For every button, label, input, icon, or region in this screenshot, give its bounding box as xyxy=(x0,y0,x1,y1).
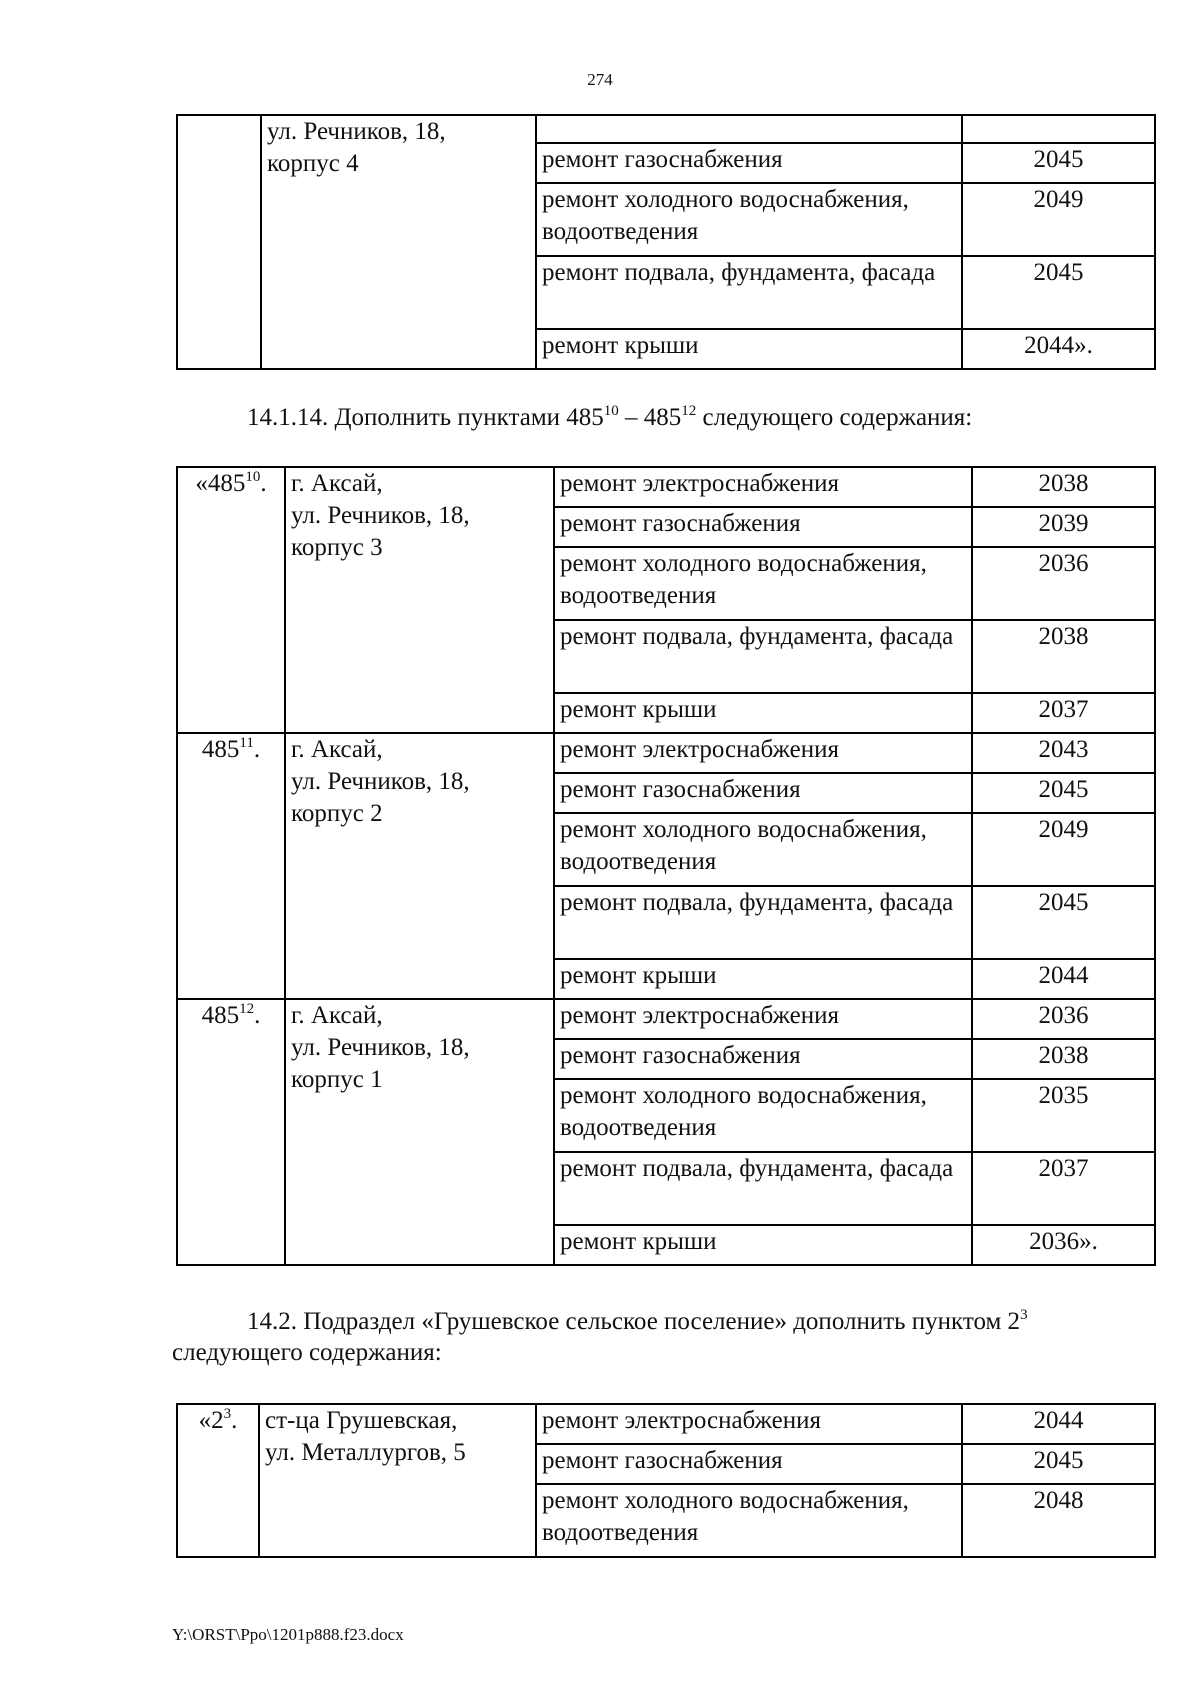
year-cell: 2038 xyxy=(972,467,1155,507)
address-cell xyxy=(285,999,554,1265)
superscript: 12 xyxy=(681,402,697,419)
item-number-suffix: . xyxy=(253,736,261,763)
work-cell: ремонт электроснабжения xyxy=(554,467,972,507)
work-cell: ремонт газоснабжения xyxy=(536,143,962,183)
item-number-cell xyxy=(177,467,285,733)
work-cell: ремонт холодного водоснабжения, водоотведения xyxy=(554,1079,972,1152)
work-cell: ремонт подвала, фундамента, фасада xyxy=(554,886,972,959)
work-cell: ремонт газоснабжения xyxy=(554,507,972,547)
work-cell: ремонт подвала, фундамента, фасада xyxy=(536,256,962,329)
table-row xyxy=(177,115,1155,143)
year-cell: 2048 xyxy=(962,1484,1155,1557)
paragraph-14-1-14 xyxy=(247,402,972,434)
superscript: 11 xyxy=(239,734,254,751)
paragraph-text: следующего содержания: xyxy=(696,404,973,431)
address-line: корпус 3 xyxy=(291,534,383,561)
table-row xyxy=(177,467,1155,507)
address-line: ул. Речников, 18, xyxy=(267,118,446,145)
year-cell: 2045 xyxy=(972,886,1155,959)
year-cell: 2044 xyxy=(962,1404,1155,1444)
year-cell: 2039 xyxy=(972,507,1155,547)
year-cell: 2036 xyxy=(972,547,1155,620)
item-number: 485 xyxy=(201,1002,240,1029)
address-line: ст-ца Грушевская, xyxy=(265,1407,458,1434)
paragraph-text: 14.1.14. Дополнить пунктами 485 xyxy=(247,404,604,431)
work-cell: ремонт холодного водоснабжения, водоотведения xyxy=(554,813,972,886)
address-line: ул. Речников, 18, xyxy=(291,1034,470,1061)
item-number-cell xyxy=(177,733,285,999)
superscript: 3 xyxy=(223,1405,232,1422)
address-line: корпус 2 xyxy=(291,800,383,827)
paragraph-14-2 xyxy=(247,1306,1028,1338)
address-cell xyxy=(285,733,554,999)
year-cell: 2049 xyxy=(962,183,1155,256)
year-cell: 2038 xyxy=(972,620,1155,693)
year-cell: 2037 xyxy=(972,1152,1155,1225)
item-number-suffix: . xyxy=(254,1002,261,1029)
address-cell xyxy=(259,1404,536,1557)
work-cell: ремонт электроснабжения xyxy=(536,1404,962,1444)
address-line: ул. Речников, 18, xyxy=(291,768,470,795)
year-cell: 2036 xyxy=(972,999,1155,1039)
year-cell: 2049 xyxy=(972,813,1155,886)
year-cell: 2035 xyxy=(972,1079,1155,1152)
paragraph-text: 14.2. Подраздел «Грушевское сельское поселение» дополнить пунктом 2 xyxy=(247,1308,1021,1335)
year-cell: 2037 xyxy=(972,693,1155,733)
year-cell: 2043 xyxy=(972,733,1155,773)
item-number-cell xyxy=(177,1404,259,1557)
address-line: ул. Металлургов, 5 xyxy=(265,1439,466,1466)
address-line: г. Аксай, xyxy=(291,470,383,497)
table-continuation xyxy=(176,114,1156,370)
work-cell: ремонт холодного водоснабжения, водоотведения xyxy=(554,547,972,620)
paragraph-text: – 485 xyxy=(618,404,682,431)
address-cell xyxy=(261,115,536,369)
year-cell: 2045 xyxy=(962,143,1155,183)
address-line: корпус 4 xyxy=(267,150,359,177)
superscript: 12 xyxy=(239,1000,255,1017)
year-cell: 2038 xyxy=(972,1039,1155,1079)
work-cell: ремонт газоснабжения xyxy=(536,1444,962,1484)
work-cell: ремонт электроснабжения xyxy=(554,733,972,773)
footer-file-path: Y:\ORST\Ppo\1201p888.f23.docx xyxy=(172,1625,404,1644)
item-number-cell xyxy=(177,115,261,369)
table-row xyxy=(177,733,1155,773)
table-row xyxy=(177,999,1155,1039)
work-cell: ремонт крыши xyxy=(554,1225,972,1265)
superscript: 10 xyxy=(245,468,261,485)
year-cell: 2044». xyxy=(962,329,1155,369)
work-cell: ремонт электроснабжения xyxy=(554,999,972,1039)
table-row xyxy=(177,1404,1155,1444)
address-line: ул. Речников, 18, xyxy=(291,502,470,529)
work-cell: ремонт подвала, фундамента, фасада xyxy=(554,620,972,693)
table-items-485 xyxy=(176,466,1156,1266)
item-number: «485 xyxy=(195,470,246,497)
work-cell: ремонт подвала, фундамента, фасада xyxy=(554,1152,972,1225)
address-line: г. Аксай, xyxy=(291,736,383,763)
year-cell: 2045 xyxy=(962,256,1155,329)
item-number: 485 xyxy=(201,736,240,763)
page-number: 274 xyxy=(587,70,613,89)
work-cell: ремонт крыши xyxy=(554,693,972,733)
address-line: г. Аксай, xyxy=(291,1002,383,1029)
superscript: 10 xyxy=(603,402,619,419)
year-cell: 2036». xyxy=(972,1225,1155,1265)
address-cell xyxy=(285,467,554,733)
work-cell: ремонт газоснабжения xyxy=(554,1039,972,1079)
year-cell: 2045 xyxy=(972,773,1155,813)
work-cell: ремонт холодного водоснабжения, водоотведения xyxy=(536,183,962,256)
table-item-2-3 xyxy=(176,1403,1156,1558)
work-cell: ремонт холодного водоснабжения, водоотведения xyxy=(536,1484,962,1557)
item-number: «2 xyxy=(198,1407,224,1434)
work-cell xyxy=(536,115,962,143)
year-cell: 2045 xyxy=(962,1444,1155,1484)
address-line: корпус 1 xyxy=(291,1066,383,1093)
year-cell: 2044 xyxy=(972,959,1155,999)
year-cell xyxy=(962,115,1155,143)
paragraph-14-2-continuation: следующего содержания: xyxy=(172,1339,442,1366)
item-number-suffix: . xyxy=(260,470,267,497)
work-cell: ремонт крыши xyxy=(554,959,972,999)
work-cell: ремонт газоснабжения xyxy=(554,773,972,813)
item-number-suffix: . xyxy=(231,1407,238,1434)
work-cell: ремонт крыши xyxy=(536,329,962,369)
superscript: 3 xyxy=(1020,1306,1028,1323)
item-number-cell xyxy=(177,999,285,1265)
